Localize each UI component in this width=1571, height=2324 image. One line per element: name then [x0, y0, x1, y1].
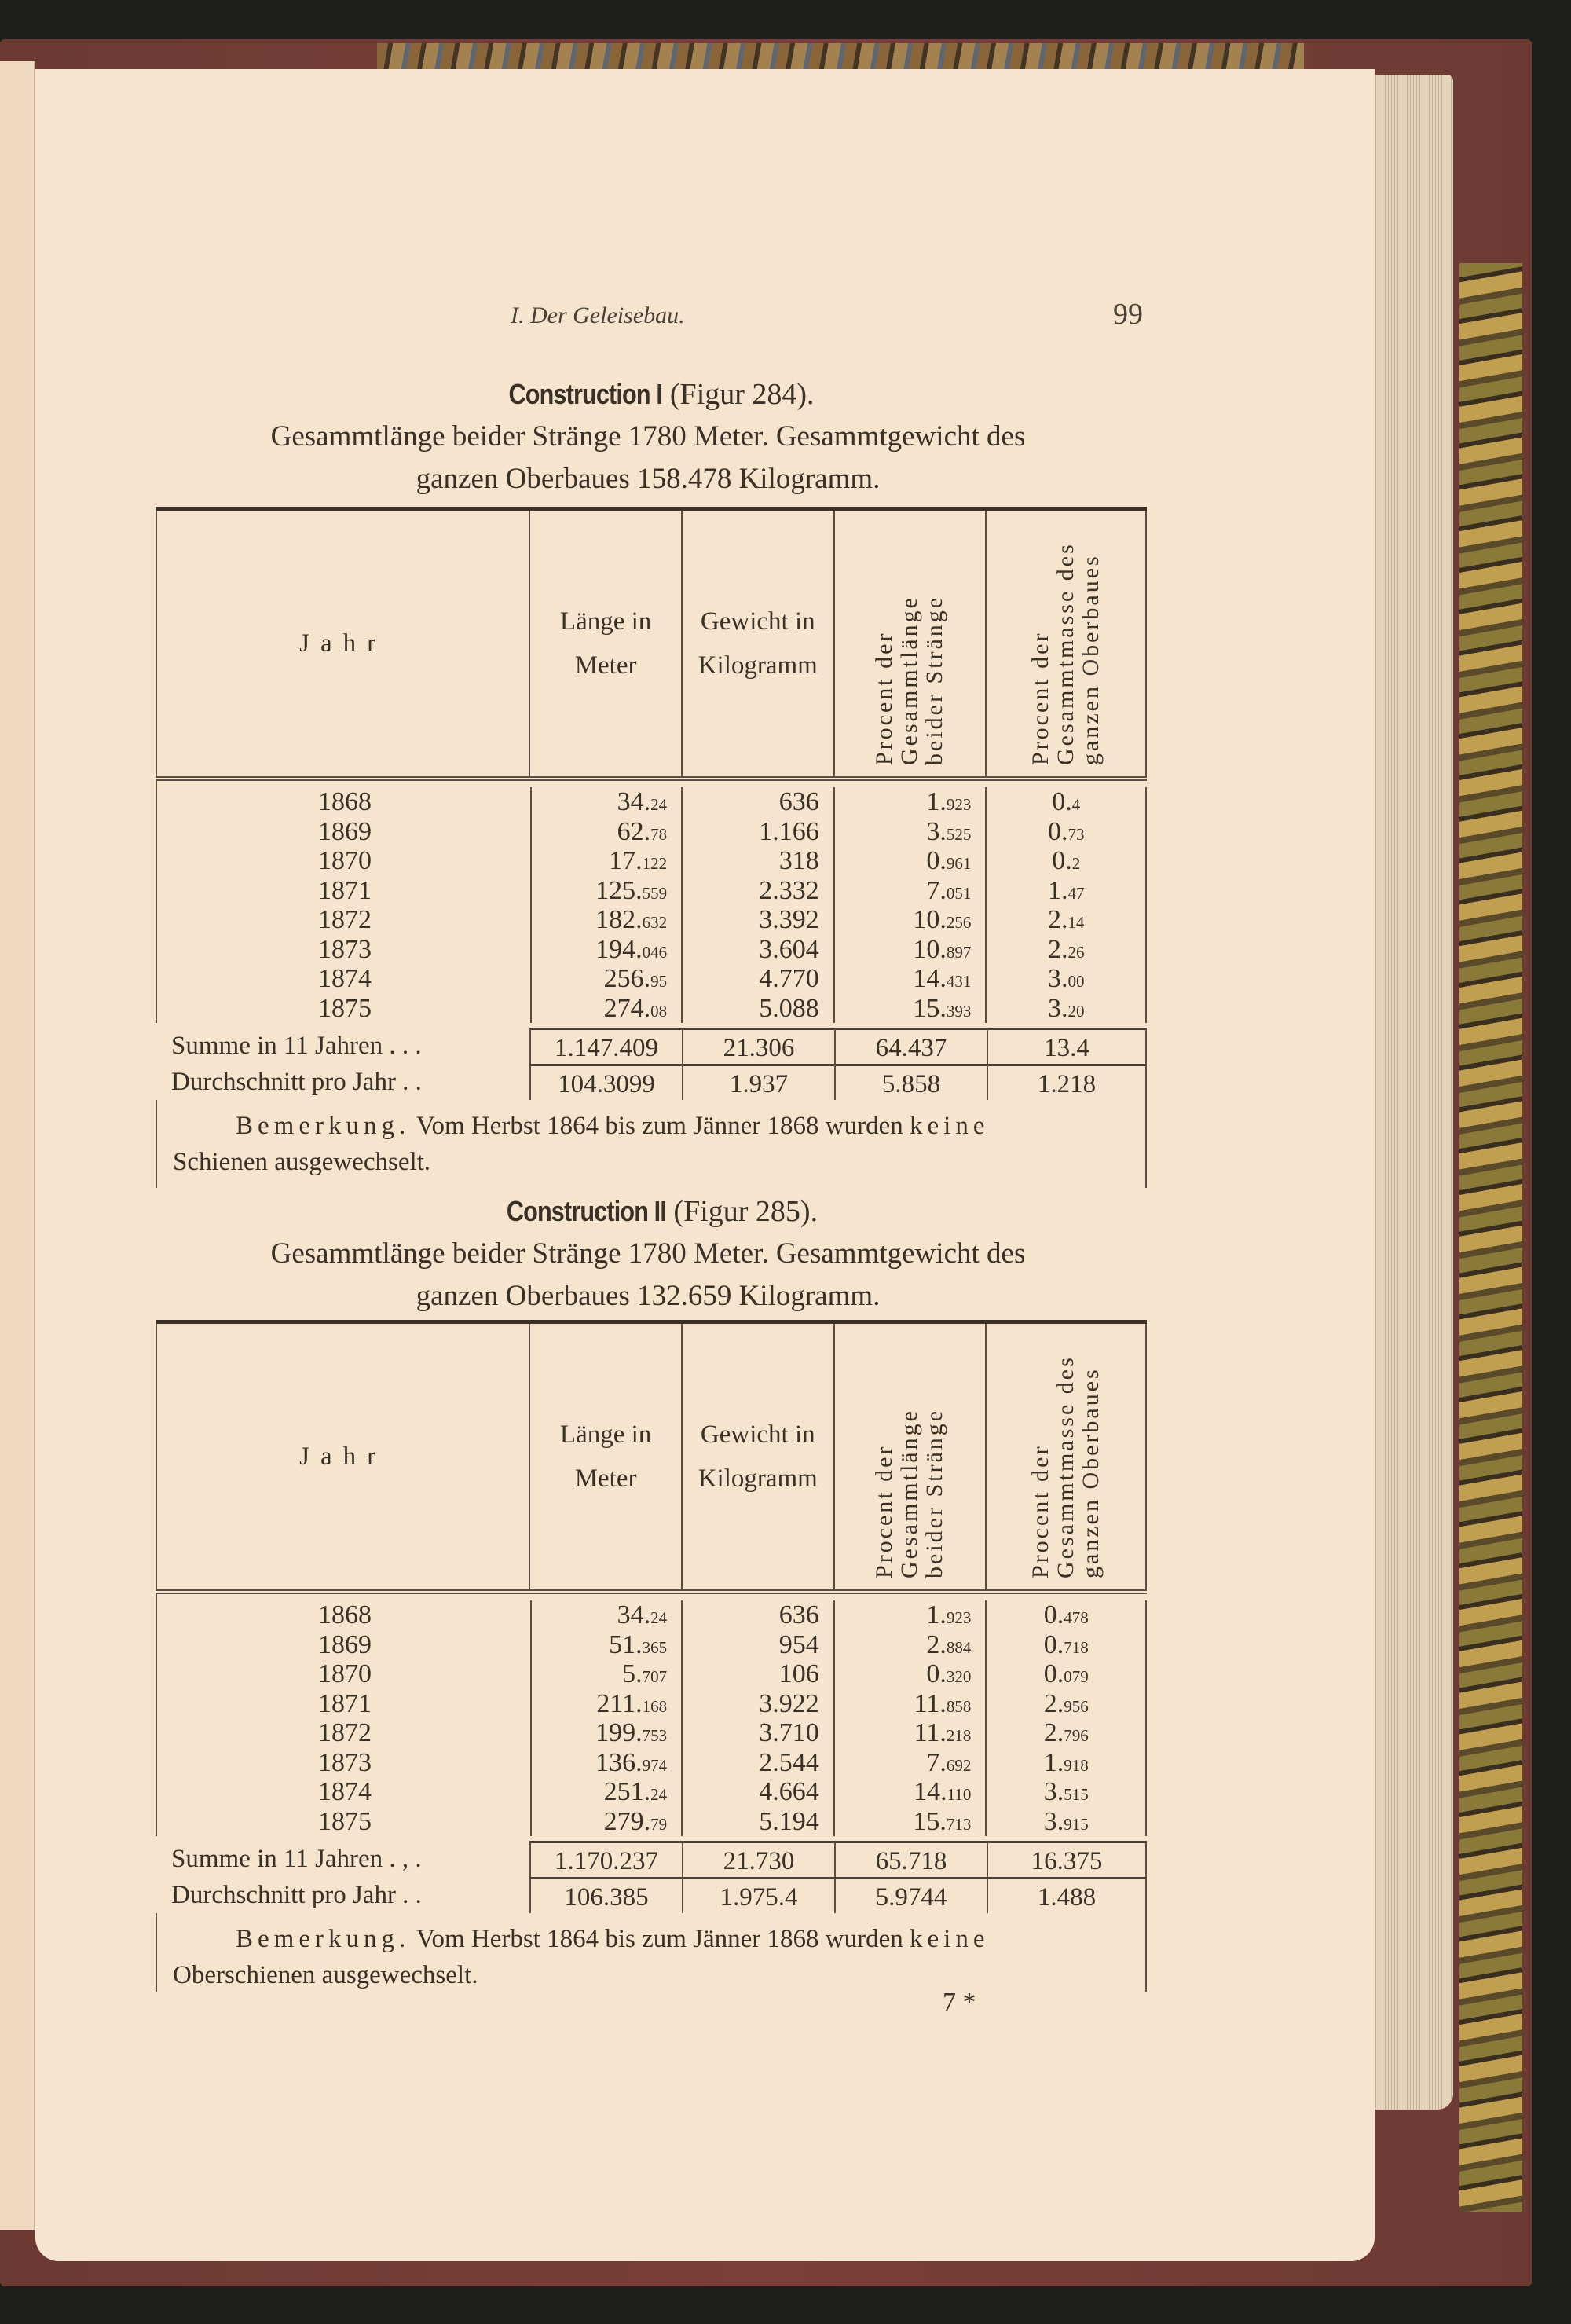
- table-row: [157, 1630, 1147, 1660]
- header-procent-oberbau: Procent der Gesammtmasse des ganzen Oberbaues: [987, 1324, 1147, 1589]
- cell-procent-straenge: 7.051: [835, 876, 987, 906]
- cell-jahr: 1873: [318, 1747, 372, 1777]
- cell-procent-straenge: 10.256: [835, 905, 987, 935]
- durchschnitt-gewicht: 1.937: [682, 1064, 834, 1100]
- cell-laenge: 125.559: [530, 876, 683, 906]
- cell-procent-straenge: 7.692: [835, 1748, 987, 1778]
- table-row: [157, 1807, 1147, 1837]
- cell-jahr: 1868: [318, 787, 372, 816]
- subtitle-line-1: Gesammtlänge beider Stränge 1780 Meter. Gesammtgewicht des: [270, 1237, 1026, 1270]
- cell-procent-straenge: 1.923: [835, 1600, 987, 1630]
- cell-gewicht: 2.332: [683, 876, 835, 906]
- cell-laenge: 136.974: [530, 1748, 683, 1778]
- cell-gewicht: 636: [683, 1600, 835, 1630]
- header-gewicht: Gewicht in Kilogramm: [683, 1324, 835, 1589]
- data-table-1: [156, 507, 1147, 1188]
- durchschnitt-row: [156, 1064, 1147, 1100]
- table-body: [156, 1594, 1147, 1836]
- figure-ref: (Figur 284).: [669, 378, 815, 411]
- section-heading-2: [149, 1190, 1147, 1318]
- cell-procent-straenge: 1.923: [835, 787, 987, 817]
- remark-note: [156, 1100, 1147, 1188]
- cell-procent-oberbau: 0.478: [987, 1600, 1147, 1630]
- section-heading-1: [149, 373, 1147, 500]
- remark-note: [156, 1913, 1147, 1992]
- header-laenge: Länge in Meter: [530, 511, 683, 776]
- table-row: [157, 1689, 1147, 1719]
- running-head: I. Der Geleisebau.: [511, 302, 685, 328]
- cell-procent-oberbau: 3.515: [987, 1777, 1147, 1807]
- section-title: Construction I: [508, 378, 663, 410]
- table-row: [157, 994, 1147, 1024]
- summe-label: Summe in 11 Jahren . . .: [171, 1032, 422, 1060]
- cell-gewicht: 4.770: [683, 964, 835, 994]
- table-header: [156, 511, 1147, 776]
- durchschnitt-label: Durchschnitt pro Jahr . .: [171, 1068, 422, 1096]
- cell-procent-straenge: 15.713: [835, 1807, 987, 1837]
- table-row: [157, 787, 1147, 817]
- remark-text: Vom Herbst 1864 bis zum Jänner 1868 wurden: [410, 1925, 910, 1953]
- summe-laenge: 1.170.237: [529, 1841, 682, 1877]
- cell-laenge: 199.753: [530, 1718, 683, 1748]
- cell-jahr: 1874: [318, 964, 372, 993]
- table-row: [157, 1748, 1147, 1778]
- cell-gewicht: 3.604: [683, 935, 835, 965]
- cell-procent-oberbau: 2.796: [987, 1718, 1147, 1748]
- summe-gewicht: 21.730: [682, 1841, 834, 1877]
- cell-gewicht: 636: [683, 787, 835, 817]
- cell-laenge: 251.24: [530, 1777, 683, 1807]
- cell-procent-straenge: 11.218: [835, 1718, 987, 1748]
- table-row: [157, 817, 1147, 847]
- header-jahr: Jahr: [157, 511, 530, 776]
- cell-procent-oberbau: 3.00: [987, 964, 1147, 994]
- table-row: [157, 1659, 1147, 1689]
- cell-procent-oberbau: 1.47: [987, 876, 1147, 906]
- data-table-2: [156, 1320, 1147, 1992]
- cell-gewicht: 954: [683, 1630, 835, 1660]
- cell-jahr: 1875: [318, 993, 372, 1023]
- header-laenge: Länge in Meter: [530, 1324, 683, 1589]
- cell-procent-oberbau: 2.14: [987, 905, 1147, 935]
- table-row: [157, 905, 1147, 935]
- cell-procent-oberbau: 2.956: [987, 1689, 1147, 1719]
- summe-row: [156, 1028, 1147, 1064]
- remark-text: Vom Herbst 1864 bis zum Jänner 1868 wurden: [410, 1112, 910, 1140]
- cell-gewicht: 4.664: [683, 1777, 835, 1807]
- cell-jahr: 1873: [318, 934, 372, 964]
- cell-procent-oberbau: 3.915: [987, 1807, 1147, 1837]
- cell-laenge: 274.08: [530, 994, 683, 1024]
- cell-procent-straenge: 2.884: [835, 1630, 987, 1660]
- durchschnitt-label: Durchschnitt pro Jahr . .: [171, 1881, 422, 1909]
- cell-laenge: 51.365: [530, 1630, 683, 1660]
- durchschnitt-p2: 1.488: [987, 1877, 1147, 1913]
- cell-laenge: 211.168: [530, 1689, 683, 1719]
- table-body: [156, 781, 1147, 1023]
- cell-laenge: 279.79: [530, 1807, 683, 1837]
- summe-laenge: 1.147.409: [529, 1028, 682, 1064]
- cell-jahr: 1872: [318, 1718, 372, 1747]
- summe-p2: 16.375: [987, 1841, 1147, 1877]
- signature-mark: 7 *: [943, 1988, 976, 2017]
- cell-procent-oberbau: 2.26: [987, 935, 1147, 965]
- subtitle-line-2: ganzen Oberbaues 132.659 Kilogramm.: [416, 1280, 881, 1312]
- subtitle-line-1: Gesammtlänge beider Stränge 1780 Meter. Gesammtgewicht des: [270, 420, 1026, 453]
- table-row: [157, 1718, 1147, 1748]
- table-header: [156, 1324, 1147, 1589]
- cell-jahr: 1875: [318, 1806, 372, 1836]
- cell-gewicht: 5.088: [683, 994, 835, 1024]
- cell-gewicht: 318: [683, 846, 835, 876]
- durchschnitt-p1: 5.858: [834, 1064, 987, 1100]
- cell-laenge: 34.24: [530, 787, 683, 817]
- cell-laenge: 34.24: [530, 1600, 683, 1630]
- cell-procent-straenge: 11.858: [835, 1689, 987, 1719]
- subtitle-line-2: ganzen Oberbaues 158.478 Kilogramm.: [416, 463, 881, 495]
- durchschnitt-p2: 1.218: [987, 1064, 1147, 1100]
- cell-procent-straenge: 0.320: [835, 1659, 987, 1689]
- section-title: Construction II: [506, 1195, 666, 1227]
- header-procent-oberbau: Procent der Gesammtmasse des ganzen Oberbaues: [987, 511, 1147, 776]
- summe-label: Summe in 11 Jahren . , .: [171, 1845, 422, 1873]
- cell-jahr: 1869: [318, 1629, 372, 1659]
- cell-gewicht: 3.922: [683, 1689, 835, 1719]
- cell-jahr: 1870: [318, 1659, 372, 1688]
- cell-procent-oberbau: 0.2: [987, 846, 1147, 876]
- cell-laenge: 256.95: [530, 964, 683, 994]
- cell-gewicht: 2.544: [683, 1748, 835, 1778]
- cell-gewicht: 3.392: [683, 905, 835, 935]
- durchschnitt-row: [156, 1877, 1147, 1913]
- remark-label: Bemerkung.: [236, 1925, 411, 1953]
- page-number: 99: [1113, 298, 1143, 331]
- cell-procent-straenge: 3.525: [835, 817, 987, 847]
- summe-p1: 64.437: [834, 1028, 987, 1064]
- durchschnitt-laenge: 104.3099: [529, 1064, 682, 1100]
- table-row: [157, 964, 1147, 994]
- cell-jahr: 1870: [318, 846, 372, 875]
- remark-emphasis: keine: [910, 1925, 990, 1953]
- cell-laenge: 182.632: [530, 905, 683, 935]
- cell-jahr: 1869: [318, 816, 372, 846]
- summe-p1: 65.718: [834, 1841, 987, 1877]
- cell-procent-oberbau: 3.20: [987, 994, 1147, 1024]
- cell-laenge: 194.046: [530, 935, 683, 965]
- table-row: [157, 1600, 1147, 1630]
- cell-procent-oberbau: 0.73: [987, 817, 1147, 847]
- cell-jahr: 1871: [318, 1688, 372, 1718]
- header-procent-straenge: Procent der Gesammtlänge beider Stränge: [835, 1324, 987, 1589]
- cell-procent-oberbau: 0.4: [987, 787, 1147, 817]
- cell-jahr: 1872: [318, 905, 372, 934]
- table-row: [157, 846, 1147, 876]
- cell-procent-oberbau: 1.918: [987, 1748, 1147, 1778]
- cell-procent-straenge: 14.431: [835, 964, 987, 994]
- marbled-edge-right: [1459, 263, 1522, 2212]
- cell-procent-oberbau: 0.079: [987, 1659, 1147, 1689]
- cell-procent-straenge: 15.393: [835, 994, 987, 1024]
- cell-gewicht: 5.194: [683, 1807, 835, 1837]
- summe-row: [156, 1841, 1147, 1877]
- durchschnitt-laenge: 106.385: [529, 1877, 682, 1913]
- header-jahr: Jahr: [157, 1324, 530, 1589]
- cell-procent-straenge: 14.110: [835, 1777, 987, 1807]
- cell-laenge: 5.707: [530, 1659, 683, 1689]
- remark-emphasis: keine: [910, 1112, 990, 1140]
- cell-jahr: 1871: [318, 875, 372, 905]
- cell-procent-straenge: 0.961: [835, 846, 987, 876]
- cell-procent-oberbau: 0.718: [987, 1630, 1147, 1660]
- cell-jahr: 1874: [318, 1777, 372, 1806]
- table-row: [157, 1777, 1147, 1807]
- header-procent-straenge: Procent der Gesammtlänge beider Stränge: [835, 511, 987, 776]
- summe-p2: 13.4: [987, 1028, 1147, 1064]
- cell-procent-straenge: 10.897: [835, 935, 987, 965]
- page-stack: [1367, 75, 1453, 2110]
- header-gewicht: Gewicht in Kilogramm: [683, 511, 835, 776]
- cell-gewicht: 3.710: [683, 1718, 835, 1748]
- cell-laenge: 17.122: [530, 846, 683, 876]
- cell-gewicht: 106: [683, 1659, 835, 1689]
- remark-label: Bemerkung.: [236, 1112, 411, 1140]
- durchschnitt-gewicht: 1.975.4: [682, 1877, 834, 1913]
- figure-ref: (Figur 285).: [673, 1195, 818, 1228]
- cell-jahr: 1868: [318, 1600, 372, 1629]
- summe-gewicht: 21.306: [682, 1028, 834, 1064]
- remark-line-2: Schienen ausgewechselt.: [173, 1148, 431, 1176]
- table-row: [157, 876, 1147, 906]
- cell-gewicht: 1.166: [683, 817, 835, 847]
- remark-line-2: Oberschienen ausgewechselt.: [173, 1961, 478, 1989]
- left-page-edge: [0, 61, 35, 2230]
- cell-laenge: 62.78: [530, 817, 683, 847]
- table-row: [157, 935, 1147, 965]
- durchschnitt-p1: 5.9744: [834, 1877, 987, 1913]
